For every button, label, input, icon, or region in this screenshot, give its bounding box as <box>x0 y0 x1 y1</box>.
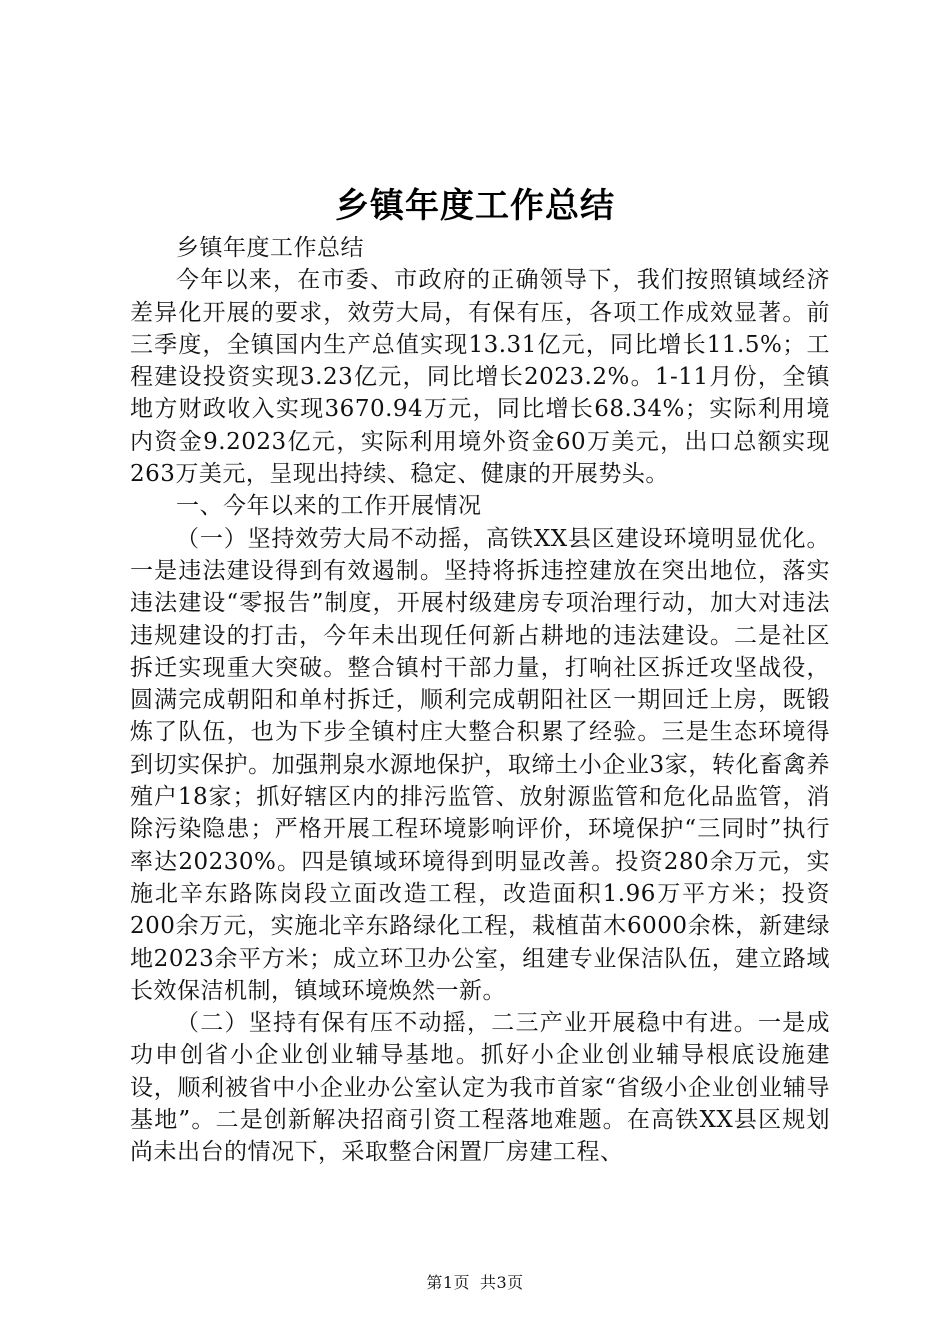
paragraph-overview: 今年以来，在市委、市政府的正确领导下，我们按照镇域经济差异化开展的要求，效劳大局，有保有压，各项工作成效显著。前三季度，全镇国内生产总值实现13.31亿元，同比增长11.5%；工程建设投资实现3.23亿元，同比增长2023.2%。1-11月份，全镇地方财政收入实现3670.94万元，同比增长68.34%；实际利用境内资金9.2023亿元，实际利用境外资金60万美元，出口总额实现263万美元，呈现出持续、稳定、健康的开展势头。 <box>130 267 830 488</box>
paragraph-section-1-1: （一）坚持效劳大局不动摇，高铁XX县区建设环境明显优化。一是违法建设得到有效遏制。坚持将拆违控建放在突出地位，落实违法建设“零报告”制度，开展村级建房专项治理行动，加大对违法违规建设的打击，今年未出现任何新占耕地的违法建设。二是社区拆迁实现重大突破。整合镇村干部力量，打响社区拆迁攻坚战役，圆满完成朝阳和单村拆迁，顺利完成朝阳社区一期回迁上房，既锻炼了队伍，也为下步全镇村庄大整合积累了经验。三是生态环境得到切实保护。加强荆泉水源地保护，取缔土小企业3家，转化畜禽养殖户18家；抓好辖区内的排污监管、放射源监管和危化品监管，消除污染隐患；严格开展工程环境影响评价，环境保护“三同时”执行率达20230%。四是镇域环境得到明显改善。投资280余万元，实施北辛东路陈岗段立面改造工程，改造面积1.96万平方米；投资200余万元，实施北辛东路绿化工程，栽植苗木6000余株，新建绿地2023余平方米；成立环卫办公室，组建专业保洁队伍，建立路域长效保洁机制，镇域环境焕然一新。 <box>130 525 830 1004</box>
paragraph-subtitle: 乡镇年度工作总结 <box>176 235 364 261</box>
page-total: 共3页 <box>480 1273 524 1292</box>
page-footer <box>0 1272 950 1294</box>
paragraph-section-1-2: （二）坚持有保有压不动摇，二三产业开展稳中有进。一是成功申创省小企业创业辅导基地。抓好小企业创业辅导根底设施建设，顺利被省中小企业办公室认定为我市首家“省级小企业创业辅导基地”。二是创新解决招商引资工程落地难题。在高铁XX县区规划尚未出台的情况下，采取整合闲置厂房建工程、 <box>130 1010 830 1166</box>
document-body <box>130 232 830 1169</box>
document-title: 乡镇年度工作总结 <box>335 186 615 226</box>
page-number: 第1页 <box>426 1273 470 1292</box>
section-heading-1: 一、今年以来的工作开展情况 <box>176 493 482 520</box>
